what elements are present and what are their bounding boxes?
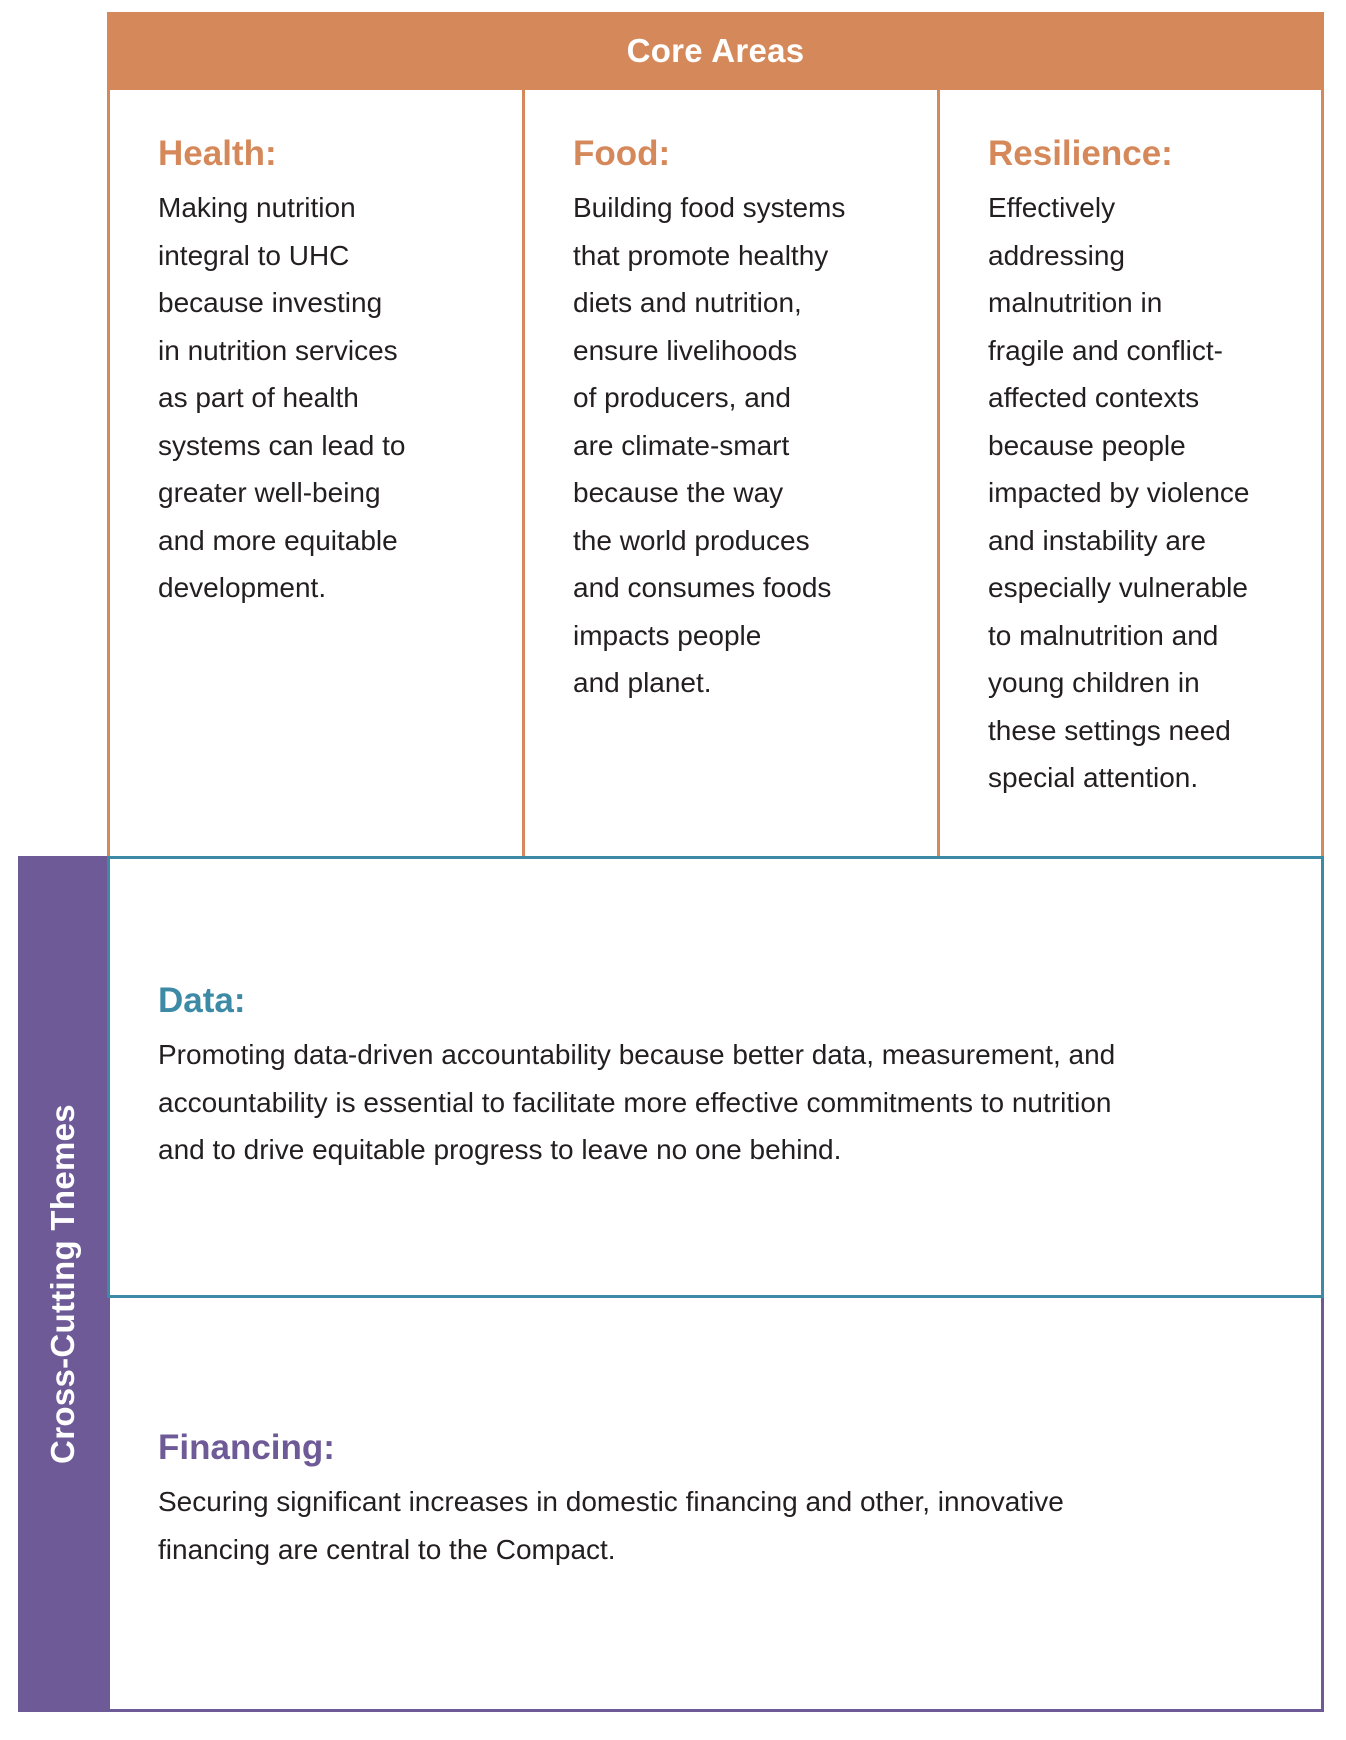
financing-heading: Financing: xyxy=(158,1428,335,1467)
core-area-resilience xyxy=(937,90,1324,856)
cross-cutting-themes-label: Cross-Cutting Themes xyxy=(44,1104,81,1464)
health-description: Making nutrition integral to UHC because investing in nutrition services as part of health systems can lead to greater well-being and more equitable development. xyxy=(158,192,406,603)
food-heading: Food: xyxy=(573,134,671,173)
theme-data xyxy=(107,856,1324,1298)
resilience-heading: Resilience: xyxy=(988,134,1173,173)
health-heading: Health: xyxy=(158,134,277,173)
core-areas-title: Core Areas xyxy=(626,32,805,69)
data-description: Promoting data-driven accountability because better data, measurement, and accountability is essential to facilitate more effective commitments to nutrition and to drive equitable progress to leave no one behind. xyxy=(158,1039,1116,1165)
theme-financing xyxy=(107,1298,1324,1712)
core-areas-header xyxy=(107,12,1324,90)
core-area-health xyxy=(107,90,522,856)
resilience-description: Effectively addressing malnutrition in fragile and conflict- affected contexts because people impacted by violence and instability are especially vulnerable to malnutrition and young children in these settings need special attention. xyxy=(988,192,1250,793)
core-area-food xyxy=(522,90,937,856)
financing-description: Securing significant increases in domestic financing and other, innovative financing are central to the Compact. xyxy=(158,1486,1064,1565)
data-heading: Data: xyxy=(158,981,246,1020)
food-description: Building food systems that promote healthy diets and nutrition, ensure livelihoods of producers, and are climate-smart because the way the world produces and consumes foods impacts people and planet. xyxy=(573,192,846,698)
cross-cutting-themes-sidebar xyxy=(18,856,108,1712)
